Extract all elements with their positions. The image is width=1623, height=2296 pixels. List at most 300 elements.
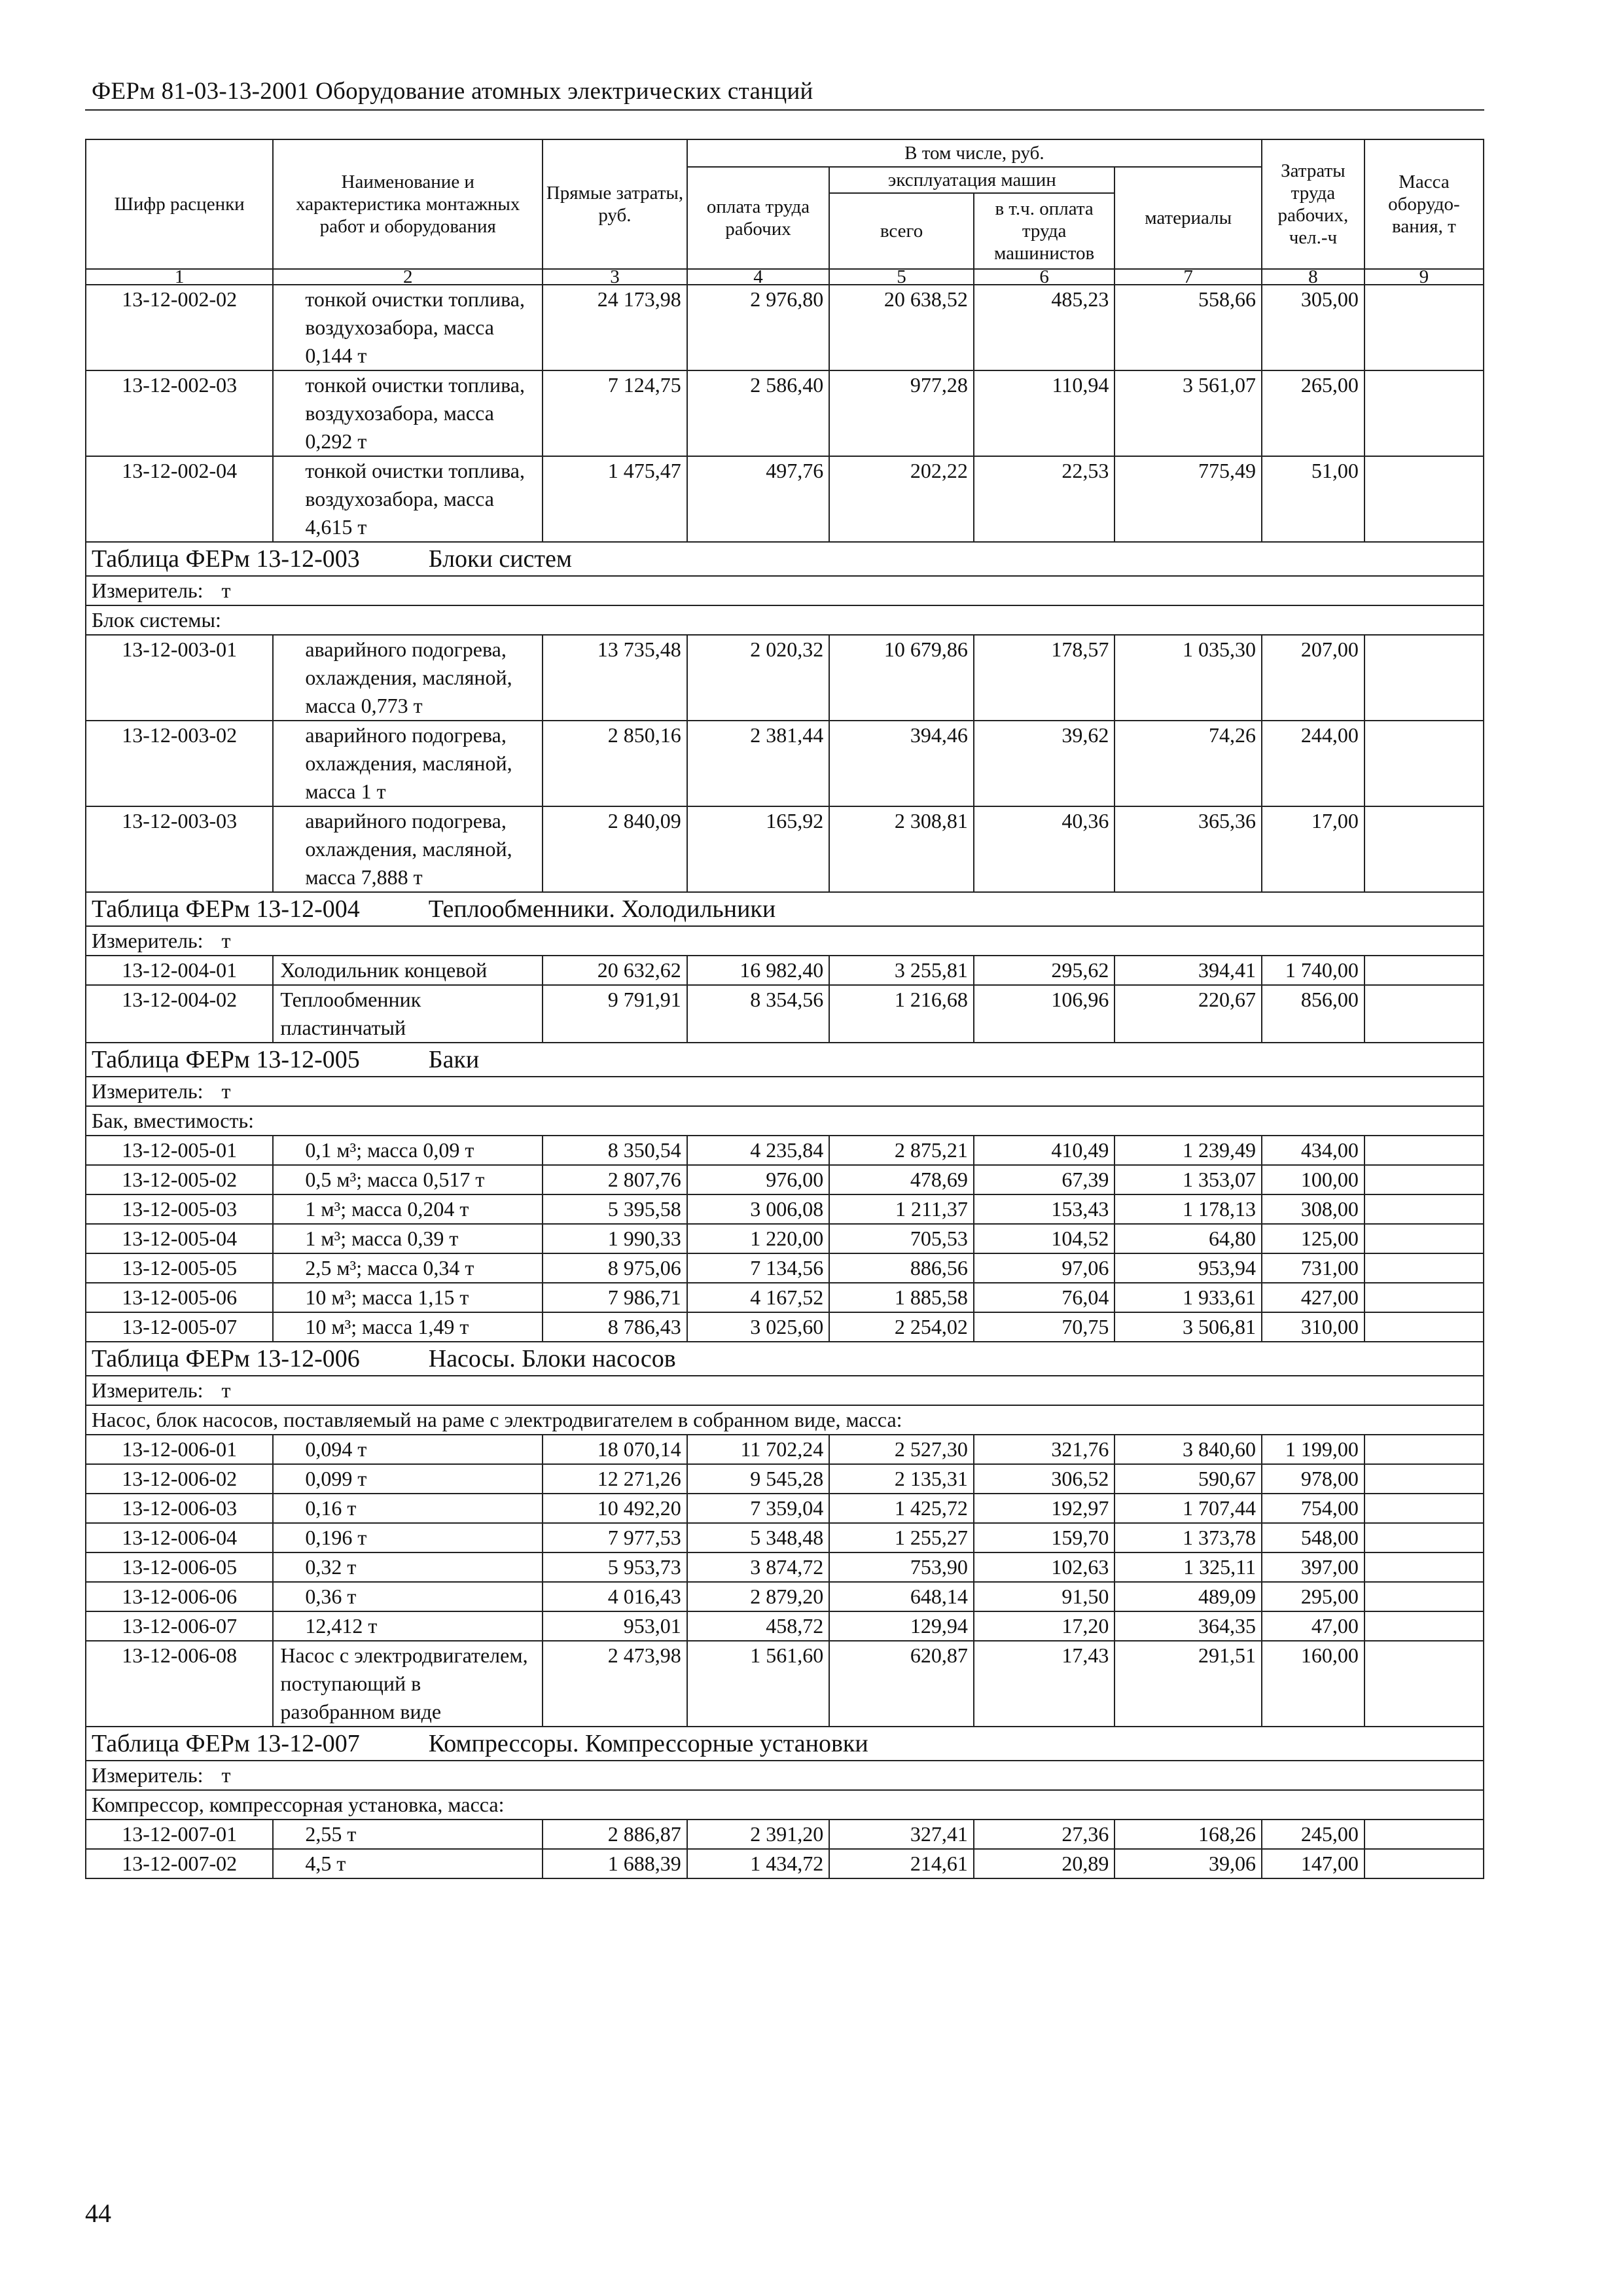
cell-direct: 7 124,75 [543, 370, 687, 456]
cell-name: 0,099 т [273, 1464, 543, 1494]
cell-mass [1364, 456, 1484, 542]
rates-table [85, 139, 1484, 1879]
cell-direct: 8 975,06 [543, 1253, 687, 1283]
cell-machines-total: 129,94 [829, 1611, 974, 1641]
cell-direct: 2 886,87 [543, 1820, 687, 1849]
cell-name: 10 м³; масса 1,15 т [273, 1283, 543, 1312]
col-header-name: Наименование и характеристика монтажных работ и оборудования [273, 139, 543, 269]
cell-labor-pay: 2 976,80 [687, 285, 830, 370]
cell-mass [1364, 1552, 1484, 1582]
cell-code: 13-12-005-03 [86, 1194, 273, 1224]
table-row [86, 1494, 1484, 1523]
section-label: Таблица ФЕРм 13-12-006 [92, 1345, 360, 1372]
cell-machines-total: 648,14 [829, 1582, 974, 1611]
cell-materials: 364,35 [1115, 1611, 1262, 1641]
col-number: 7 [1115, 269, 1262, 285]
measure-label: Измеритель: [92, 1079, 204, 1103]
cell-name: 2,55 т [273, 1820, 543, 1849]
table-row [86, 1464, 1484, 1494]
cell-machines-total: 620,87 [829, 1641, 974, 1727]
cell-code: 13-12-005-02 [86, 1165, 273, 1194]
cell-code: 13-12-006-03 [86, 1494, 273, 1523]
cell-name: 4,5 т [273, 1849, 543, 1878]
cell-direct: 1 688,39 [543, 1849, 687, 1878]
section-label: Таблица ФЕРм 13-12-007 [92, 1730, 360, 1757]
cell-labor-cost: 731,00 [1262, 1253, 1364, 1283]
cell-code: 13-12-006-06 [86, 1582, 273, 1611]
cell-operators-pay: 27,36 [974, 1820, 1115, 1849]
table-row [86, 1165, 1484, 1194]
cell-machines-total: 886,56 [829, 1253, 974, 1283]
col-header-code: Шифр расценки [86, 139, 273, 269]
cell-operators-pay: 306,52 [974, 1464, 1115, 1494]
cell-operators-pay: 91,50 [974, 1582, 1115, 1611]
cell-labor-pay: 497,76 [687, 456, 830, 542]
cell-code: 13-12-006-02 [86, 1464, 273, 1494]
cell-mass [1364, 1283, 1484, 1312]
table-row [86, 635, 1484, 721]
col-header-materials: материалы [1115, 167, 1262, 269]
cell-labor-cost: 978,00 [1262, 1464, 1364, 1494]
cell-mass [1364, 985, 1484, 1043]
cell-operators-pay: 17,43 [974, 1641, 1115, 1727]
cell-code: 13-12-005-01 [86, 1136, 273, 1165]
col-number: 1 [86, 269, 273, 285]
table-row [86, 1253, 1484, 1283]
cell-machines-total: 1 216,68 [829, 985, 974, 1043]
cell-materials: 558,66 [1115, 285, 1262, 370]
group-label: Компрессор, компрессорная установка, масса: [86, 1790, 1484, 1820]
cell-code: 13-12-006-01 [86, 1435, 273, 1464]
page-header: ФЕРм 81-03-13-2001 Оборудование атомных электрических станций [92, 78, 813, 105]
cell-labor-cost: 160,00 [1262, 1641, 1364, 1727]
cell-labor-cost: 856,00 [1262, 985, 1364, 1043]
cell-machines-total: 3 255,81 [829, 956, 974, 985]
col-header-including: В том числе, руб. [687, 139, 1262, 167]
cell-materials: 1 707,44 [1115, 1494, 1262, 1523]
cell-mass [1364, 1582, 1484, 1611]
section-name: Компрессоры. Компрессорные установки [428, 1730, 868, 1757]
table-row [86, 1820, 1484, 1849]
cell-mass [1364, 1194, 1484, 1224]
cell-name: 12,412 т [273, 1611, 543, 1641]
table-row [86, 1611, 1484, 1641]
cell-operators-pay: 178,57 [974, 635, 1115, 721]
measure-row [86, 1761, 1484, 1790]
cell-name: 1 м³; масса 0,204 т [273, 1194, 543, 1224]
cell-labor-pay: 3 874,72 [687, 1552, 830, 1582]
table-row [86, 1136, 1484, 1165]
cell-name: аварийного подогрева, охлаждения, масляной, масса 1 т [273, 721, 543, 806]
cell-mass [1364, 285, 1484, 370]
table-header [86, 139, 1484, 285]
table-row [86, 956, 1484, 985]
cell-mass [1364, 1641, 1484, 1727]
group-row [86, 1790, 1484, 1820]
table-row [86, 1552, 1484, 1582]
cell-labor-pay: 11 702,24 [687, 1435, 830, 1464]
cell-name: аварийного подогрева, охлаждения, масляной, масса 0,773 т [273, 635, 543, 721]
header-rule [85, 109, 1484, 111]
cell-labor-cost: 17,00 [1262, 806, 1364, 892]
cell-operators-pay: 67,39 [974, 1165, 1115, 1194]
cell-name: 0,32 т [273, 1552, 543, 1582]
cell-direct: 2 807,76 [543, 1165, 687, 1194]
cell-materials: 1 035,30 [1115, 635, 1262, 721]
cell-code: 13-12-004-02 [86, 985, 273, 1043]
cell-labor-pay: 165,92 [687, 806, 830, 892]
cell-labor-pay: 2 020,32 [687, 635, 830, 721]
cell-materials: 365,36 [1115, 806, 1262, 892]
cell-mass [1364, 1820, 1484, 1849]
col-number: 9 [1364, 269, 1484, 285]
cell-direct: 7 977,53 [543, 1523, 687, 1552]
cell-direct: 20 632,62 [543, 956, 687, 985]
cell-machines-total: 977,28 [829, 370, 974, 456]
section-label: Таблица ФЕРм 13-12-003 [92, 545, 360, 573]
cell-mass [1364, 1611, 1484, 1641]
col-number: 3 [543, 269, 687, 285]
cell-labor-pay: 7 134,56 [687, 1253, 830, 1283]
cell-materials: 1 325,11 [1115, 1552, 1262, 1582]
cell-machines-total: 394,46 [829, 721, 974, 806]
measure-unit: т [221, 1763, 231, 1787]
section-title-row [86, 1727, 1484, 1761]
measure-unit: т [221, 1378, 231, 1402]
cell-direct: 2 850,16 [543, 721, 687, 806]
table-row [86, 1582, 1484, 1611]
measure-unit: т [221, 1079, 231, 1103]
cell-operators-pay: 22,53 [974, 456, 1115, 542]
cell-name: тонкой очистки топлива, воздухозабора, масса 4,615 т [273, 456, 543, 542]
cell-labor-pay: 458,72 [687, 1611, 830, 1641]
cell-machines-total: 20 638,52 [829, 285, 974, 370]
cell-labor-cost: 1 199,00 [1262, 1435, 1364, 1464]
group-row [86, 1405, 1484, 1435]
cell-operators-pay: 39,62 [974, 721, 1115, 806]
cell-operators-pay: 104,52 [974, 1224, 1115, 1253]
cell-mass [1364, 1165, 1484, 1194]
cell-code: 13-12-003-01 [86, 635, 273, 721]
cell-materials: 64,80 [1115, 1224, 1262, 1253]
col-header-machines: эксплуатация машин [829, 167, 1115, 193]
section-name: Теплообменники. Холодильники [428, 895, 776, 923]
cell-materials: 3 840,60 [1115, 1435, 1262, 1464]
cell-labor-pay: 9 545,28 [687, 1464, 830, 1494]
cell-operators-pay: 410,49 [974, 1136, 1115, 1165]
col-number: 2 [273, 269, 543, 285]
col-header-direct: Прямые затраты, руб. [543, 139, 687, 269]
cell-operators-pay: 485,23 [974, 285, 1115, 370]
cell-machines-total: 2 308,81 [829, 806, 974, 892]
cell-labor-pay: 16 982,40 [687, 956, 830, 985]
cell-labor-pay: 976,00 [687, 1165, 830, 1194]
cell-name: 0,094 т [273, 1435, 543, 1464]
cell-code: 13-12-005-04 [86, 1224, 273, 1253]
cell-operators-pay: 102,63 [974, 1552, 1115, 1582]
cell-machines-total: 753,90 [829, 1552, 974, 1582]
cell-labor-cost: 305,00 [1262, 285, 1364, 370]
cell-direct: 9 791,91 [543, 985, 687, 1043]
cell-direct: 12 271,26 [543, 1464, 687, 1494]
cell-labor-cost: 397,00 [1262, 1552, 1364, 1582]
cell-machines-total: 478,69 [829, 1165, 974, 1194]
cell-operators-pay: 153,43 [974, 1194, 1115, 1224]
cell-mass [1364, 721, 1484, 806]
cell-materials: 1 373,78 [1115, 1523, 1262, 1552]
cell-code: 13-12-003-02 [86, 721, 273, 806]
cell-materials: 1 353,07 [1115, 1165, 1262, 1194]
cell-mass [1364, 370, 1484, 456]
cell-direct: 8 350,54 [543, 1136, 687, 1165]
cell-labor-cost: 51,00 [1262, 456, 1364, 542]
cell-labor-cost: 308,00 [1262, 1194, 1364, 1224]
cell-materials: 1 239,49 [1115, 1136, 1262, 1165]
cell-labor-pay: 3 006,08 [687, 1194, 830, 1224]
cell-materials: 168,26 [1115, 1820, 1262, 1849]
cell-labor-cost: 125,00 [1262, 1224, 1364, 1253]
cell-code: 13-12-002-03 [86, 370, 273, 456]
group-row [86, 1106, 1484, 1136]
cell-mass [1364, 1312, 1484, 1342]
cell-labor-pay: 7 359,04 [687, 1494, 830, 1523]
cell-materials: 74,26 [1115, 721, 1262, 806]
table-row [86, 721, 1484, 806]
cell-name: аварийного подогрева, охлаждения, масляной, масса 7,888 т [273, 806, 543, 892]
cell-operators-pay: 40,36 [974, 806, 1115, 892]
cell-mass [1364, 1224, 1484, 1253]
cell-materials: 953,94 [1115, 1253, 1262, 1283]
table-row [86, 1523, 1484, 1552]
cell-name: тонкой очистки топлива, воздухозабора, масса 0,144 т [273, 285, 543, 370]
cell-operators-pay: 76,04 [974, 1283, 1115, 1312]
cell-labor-cost: 310,00 [1262, 1312, 1364, 1342]
cell-labor-cost: 47,00 [1262, 1611, 1364, 1641]
cell-machines-total: 327,41 [829, 1820, 974, 1849]
cell-labor-pay: 1 434,72 [687, 1849, 830, 1878]
cell-machines-total: 705,53 [829, 1224, 974, 1253]
cell-mass [1364, 1464, 1484, 1494]
cell-labor-cost: 434,00 [1262, 1136, 1364, 1165]
col-number: 6 [974, 269, 1115, 285]
cell-operators-pay: 97,06 [974, 1253, 1115, 1283]
cell-materials: 775,49 [1115, 456, 1262, 542]
cell-name: Насос с электродвигателем, поступающий в разобранном виде [273, 1641, 543, 1727]
section-title-row [86, 1342, 1484, 1376]
section-name: Насосы. Блоки насосов [428, 1345, 676, 1372]
section-name: Блоки систем [428, 545, 572, 573]
measure-row [86, 576, 1484, 605]
cell-operators-pay: 159,70 [974, 1523, 1115, 1552]
table-row [86, 285, 1484, 370]
cell-direct: 7 986,71 [543, 1283, 687, 1312]
table-row [86, 806, 1484, 892]
col-number: 5 [829, 269, 974, 285]
cell-materials: 590,67 [1115, 1464, 1262, 1494]
cell-name: 1 м³; масса 0,39 т [273, 1224, 543, 1253]
table-row [86, 1194, 1484, 1224]
section-name: Баки [428, 1046, 480, 1073]
cell-code: 13-12-006-08 [86, 1641, 273, 1727]
cell-direct: 10 492,20 [543, 1494, 687, 1523]
cell-code: 13-12-006-05 [86, 1552, 273, 1582]
cell-operators-pay: 295,62 [974, 956, 1115, 985]
cell-materials: 220,67 [1115, 985, 1262, 1043]
cell-name: 0,16 т [273, 1494, 543, 1523]
cell-name: 10 м³; масса 1,49 т [273, 1312, 543, 1342]
col-number: 4 [687, 269, 830, 285]
group-label: Бак, вместимость: [86, 1106, 1484, 1136]
cell-name: 2,5 м³; масса 0,34 т [273, 1253, 543, 1283]
cell-machines-total: 2 527,30 [829, 1435, 974, 1464]
table-row [86, 985, 1484, 1043]
col-header-operators-pay: в т.ч. оплата труда машинистов [974, 193, 1115, 269]
measure-label: Измеритель: [92, 929, 204, 952]
cell-labor-pay: 4 235,84 [687, 1136, 830, 1165]
cell-direct: 2 840,09 [543, 806, 687, 892]
cell-labor-pay: 2 879,20 [687, 1582, 830, 1611]
col-header-total: всего [829, 193, 974, 269]
cell-direct: 5 395,58 [543, 1194, 687, 1224]
cell-labor-pay: 2 381,44 [687, 721, 830, 806]
cell-labor-pay: 8 354,56 [687, 985, 830, 1043]
cell-labor-pay: 3 025,60 [687, 1312, 830, 1342]
cell-machines-total: 1 425,72 [829, 1494, 974, 1523]
cell-code: 13-12-007-01 [86, 1820, 273, 1849]
measure-row [86, 1077, 1484, 1106]
cell-labor-cost: 265,00 [1262, 370, 1364, 456]
cell-direct: 13 735,48 [543, 635, 687, 721]
cell-labor-cost: 100,00 [1262, 1165, 1364, 1194]
table-row [86, 1435, 1484, 1464]
cell-materials: 291,51 [1115, 1641, 1262, 1727]
group-row [86, 605, 1484, 635]
cell-code: 13-12-007-02 [86, 1849, 273, 1878]
cell-mass [1364, 1523, 1484, 1552]
cell-name: Теплообменник пластинчатый [273, 985, 543, 1043]
cell-operators-pay: 192,97 [974, 1494, 1115, 1523]
cell-labor-cost: 548,00 [1262, 1523, 1364, 1552]
section-title-row [86, 1043, 1484, 1077]
cell-code: 13-12-003-03 [86, 806, 273, 892]
cell-mass [1364, 1136, 1484, 1165]
table-row [86, 1641, 1484, 1727]
table-row [86, 1224, 1484, 1253]
col-header-labor-pay: оплата труда рабочих [687, 167, 830, 269]
cell-mass [1364, 1253, 1484, 1283]
measure-label: Измеритель: [92, 579, 204, 602]
cell-operators-pay: 20,89 [974, 1849, 1115, 1878]
cell-direct: 1 990,33 [543, 1224, 687, 1253]
cell-machines-total: 2 875,21 [829, 1136, 974, 1165]
cell-materials: 489,09 [1115, 1582, 1262, 1611]
cell-code: 13-12-006-04 [86, 1523, 273, 1552]
cell-code: 13-12-006-07 [86, 1611, 273, 1641]
cell-materials: 3 561,07 [1115, 370, 1262, 456]
cell-labor-pay: 5 348,48 [687, 1523, 830, 1552]
col-header-mass: Масса оборудо-вания, т [1364, 139, 1484, 269]
cell-code: 13-12-002-04 [86, 456, 273, 542]
page-number: 44 [85, 2198, 111, 2228]
cell-labor-cost: 245,00 [1262, 1820, 1364, 1849]
table-row [86, 1283, 1484, 1312]
measure-unit: т [221, 929, 231, 952]
cell-labor-pay: 1 220,00 [687, 1224, 830, 1253]
cell-mass [1364, 1849, 1484, 1878]
cell-operators-pay: 70,75 [974, 1312, 1115, 1342]
cell-labor-cost: 295,00 [1262, 1582, 1364, 1611]
cell-machines-total: 2 135,31 [829, 1464, 974, 1494]
cell-machines-total: 10 679,86 [829, 635, 974, 721]
section-title-row [86, 542, 1484, 576]
cell-code: 13-12-002-02 [86, 285, 273, 370]
cell-materials: 3 506,81 [1115, 1312, 1262, 1342]
cell-machines-total: 202,22 [829, 456, 974, 542]
cell-labor-cost: 147,00 [1262, 1849, 1364, 1878]
section-label: Таблица ФЕРм 13-12-005 [92, 1046, 360, 1073]
cell-materials: 1 933,61 [1115, 1283, 1262, 1312]
table-row [86, 1312, 1484, 1342]
group-label: Насос, блок насосов, поставляемый на раме с электродвигателем в собранном виде, масса: [86, 1405, 1484, 1435]
group-label: Блок системы: [86, 605, 1484, 635]
cell-operators-pay: 110,94 [974, 370, 1115, 456]
cell-labor-pay: 1 561,60 [687, 1641, 830, 1727]
cell-mass [1364, 635, 1484, 721]
cell-machines-total: 1 255,27 [829, 1523, 974, 1552]
col-header-labor-cost: Затраты труда рабочих, чел.-ч [1262, 139, 1364, 269]
table-row [86, 1849, 1484, 1878]
section-label: Таблица ФЕРм 13-12-004 [92, 895, 360, 923]
cell-labor-cost: 207,00 [1262, 635, 1364, 721]
cell-direct: 18 070,14 [543, 1435, 687, 1464]
cell-labor-cost: 427,00 [1262, 1283, 1364, 1312]
section-title-row [86, 892, 1484, 926]
cell-operators-pay: 106,96 [974, 985, 1115, 1043]
cell-materials: 1 178,13 [1115, 1194, 1262, 1224]
cell-mass [1364, 806, 1484, 892]
cell-name: 0,196 т [273, 1523, 543, 1552]
cell-labor-cost: 754,00 [1262, 1494, 1364, 1523]
table-row [86, 370, 1484, 456]
cell-labor-pay: 2 391,20 [687, 1820, 830, 1849]
cell-machines-total: 1 885,58 [829, 1283, 974, 1312]
cell-labor-pay: 4 167,52 [687, 1283, 830, 1312]
cell-direct: 953,01 [543, 1611, 687, 1641]
cell-name: 0,5 м³; масса 0,517 т [273, 1165, 543, 1194]
cell-operators-pay: 321,76 [974, 1435, 1115, 1464]
cell-name: 0,1 м³; масса 0,09 т [273, 1136, 543, 1165]
cell-name: тонкой очистки топлива, воздухозабора, масса 0,292 т [273, 370, 543, 456]
measure-unit: т [221, 579, 231, 602]
cell-code: 13-12-005-07 [86, 1312, 273, 1342]
cell-direct: 24 173,98 [543, 285, 687, 370]
cell-direct: 4 016,43 [543, 1582, 687, 1611]
cell-operators-pay: 17,20 [974, 1611, 1115, 1641]
measure-label: Измеритель: [92, 1763, 204, 1787]
col-number: 8 [1262, 269, 1364, 285]
cell-code: 13-12-005-06 [86, 1283, 273, 1312]
cell-mass [1364, 1435, 1484, 1464]
measure-label: Измеритель: [92, 1378, 204, 1402]
cell-code: 13-12-004-01 [86, 956, 273, 985]
cell-direct: 1 475,47 [543, 456, 687, 542]
cell-mass [1364, 1494, 1484, 1523]
cell-name: 0,36 т [273, 1582, 543, 1611]
cell-materials: 39,06 [1115, 1849, 1262, 1878]
measure-row [86, 926, 1484, 956]
cell-machines-total: 2 254,02 [829, 1312, 974, 1342]
cell-machines-total: 214,61 [829, 1849, 974, 1878]
